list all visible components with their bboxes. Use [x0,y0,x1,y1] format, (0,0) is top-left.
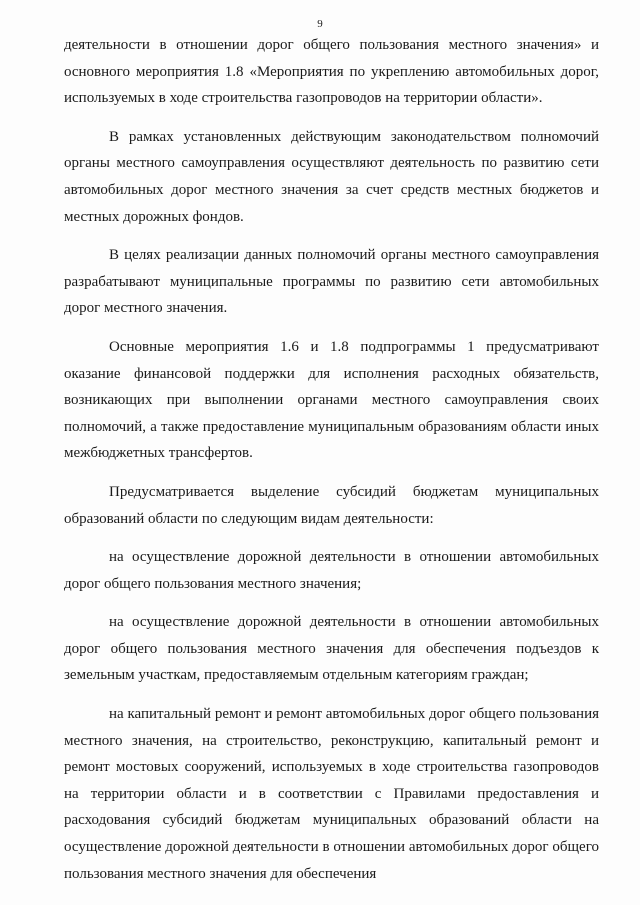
paragraph-1: деятельности в отношении дорог общего пользования местного значения» и основного мероприятия 1.8 «Мероприятия по укреплению автомобильных дорог, используемых в ходе строительства газопроводов на территории области». [64,37,599,107]
paragraph-3: В целях реализации данных полномочий органы местного самоуправления разрабатывают муниципальные программы по развитию сети автомобильных дорог местного значения. [64,247,599,317]
paragraph-2: В рамках установленных действующим законодательством полномочий органы местного самоуправления осуществляют деятельность по развитию сети автомобильных дорог местного значения за счет средств местных бюджетов и местных дорожных фондов. [64,128,599,225]
document-body [64,32,599,887]
paragraph-7: на осуществление дорожной деятельности в отношении автомобильных дорог общего пользования местного значения для обеспечения подъездов к земельным участкам, предоставляемым отдельным категориям граждан; [64,614,599,684]
paragraph-5: Предусматривается выделение субсидий бюджетам муниципальных образований области по следующим видам деятельности: [64,483,599,527]
paragraph-6: на осуществление дорожной деятельности в отношении автомобильных дорог общего пользования местного значения; [64,549,599,592]
paragraph-8: на капитальный ремонт и ремонт автомобильных дорог общего пользования местного значения, на строительство, реконструкцию, капитальный ремонт и ремонт мостовых сооружений, используемых в ходе строительства газопроводов на территории области и в соответствии с Правилами предоставления и расходования субсидий бюджетам муниципальных образований области на осуществление дорожной деятельности в отношении автомобильных дорог общего пользования местного значения для обеспечения [64,706,599,882]
paragraph-4: Основные мероприятия 1.6 и 1.8 подпрограммы 1 предусматривают оказание финансовой поддержки для исполнения расходных обязательств, возникающих при выполнении органами местного самоуправления своих полномочий, а также предоставление муниципальным образованиям области иных межбюджетных трансфертов. [64,338,599,462]
page-number: 9 [317,18,323,30]
